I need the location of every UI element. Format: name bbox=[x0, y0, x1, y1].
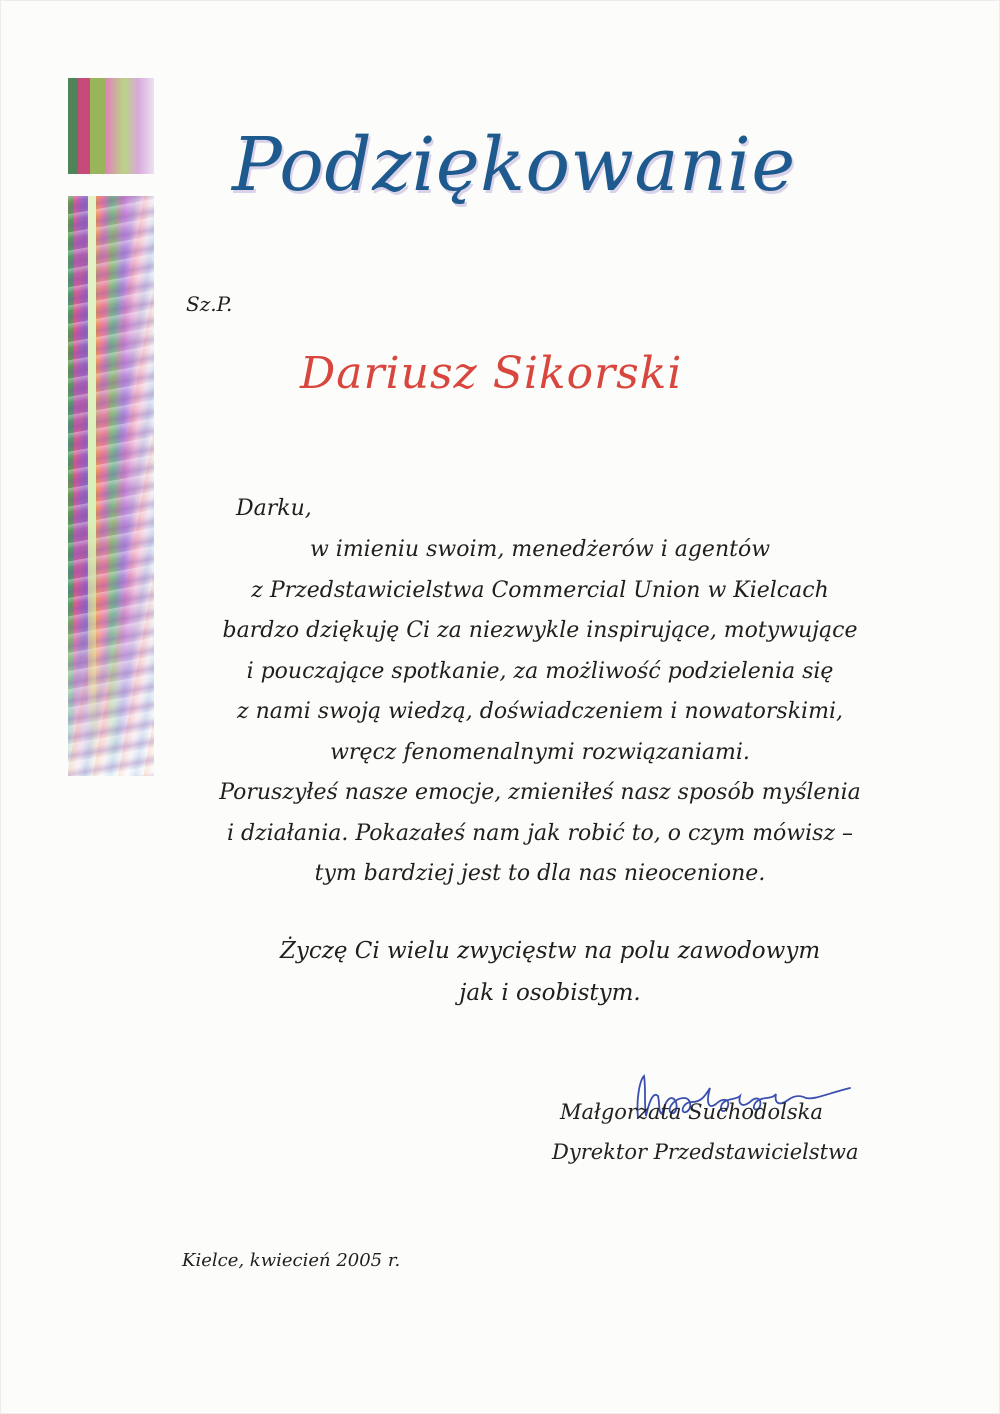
document-title: Podziękowanie bbox=[232, 122, 796, 208]
signer-name: Małgorzata Suchodolska bbox=[560, 1100, 823, 1124]
place-date: Kielce, kwiecień 2005 r. bbox=[182, 1250, 401, 1271]
body-line: w imieniu swoim, menedżerów i agentów bbox=[309, 537, 771, 562]
decorative-strip-line bbox=[88, 196, 96, 736]
recipient-name: Dariusz Sikorski bbox=[300, 348, 683, 399]
salutation: Sz.P. bbox=[186, 292, 233, 316]
body-line: z nami swoją wiedzą, doświadczeniem i nowatorskimi, bbox=[237, 699, 843, 724]
body-line: z Przedstawicielstwa Commercial Union w Kielcach bbox=[251, 577, 829, 603]
body-line: tym bardziej jest to dla nas nieocenione. bbox=[314, 861, 766, 886]
wish-text bbox=[200, 930, 900, 1014]
body-line: i pouczające spotkanie, za możliwość podzielenia się bbox=[246, 658, 834, 684]
body-line: Poruszyłeś nasze emocje, zmieniłeś nasz sposób myślenia bbox=[219, 780, 861, 805]
greeting: Darku, bbox=[236, 496, 312, 521]
body-line: bardzo dziękuję Ci za niezwykle inspirujące, motywujące bbox=[222, 618, 858, 643]
decorative-strip-top bbox=[68, 78, 154, 174]
handwritten-signature bbox=[600, 1058, 870, 1138]
body-line: i działania. Pokazałeś nam jak robić to, o czym mówisz – bbox=[226, 820, 854, 846]
wish-line: jak i osobistym. bbox=[459, 980, 641, 1006]
wish-line: Życzę Ci wielu zwycięstw na polu zawodowym bbox=[279, 938, 821, 964]
body-text bbox=[170, 530, 910, 895]
body-line: wręcz fenomenalnymi rozwiązaniami. bbox=[330, 739, 750, 765]
signer-title: Dyrektor Przedstawicielstwa bbox=[552, 1140, 859, 1164]
decorative-strip-bottom bbox=[68, 196, 154, 776]
